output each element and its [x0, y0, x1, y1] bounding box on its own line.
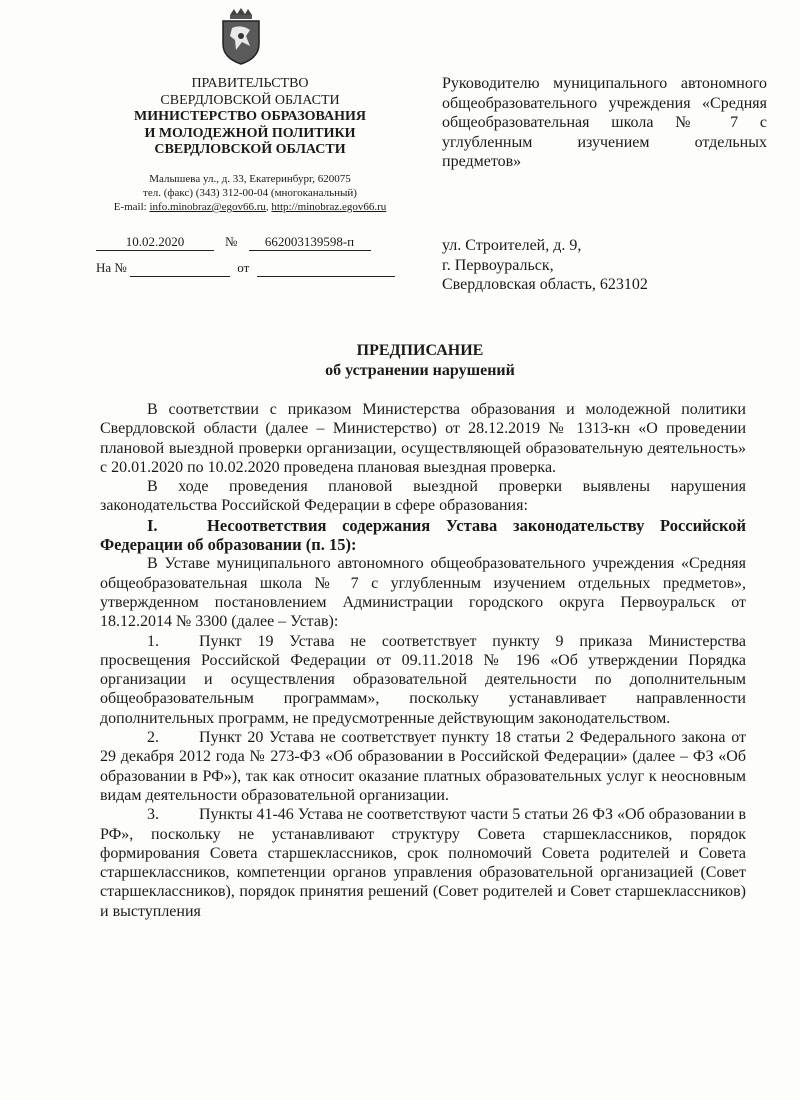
- item-text: Пункт 20 Устава не соответствует пункту 18 статьи 2 Федерального закона от 29 декабря 2012 года № 273-ФЗ «Об образовании в Российской Федерации» (далее – ФЗ «Об образовании в РФ»), так как относит оказание платных образовательных услуг к неосновным видам деятельности образовательной организации.: [100, 729, 746, 804]
- email-line: [95, 200, 405, 214]
- list-item: [100, 632, 746, 728]
- section-title: Несоответствия содержания Устава законодательству Российской Федерации об образовании (п. 15):: [100, 515, 746, 555]
- item-text: Пункты 41-46 Устава не соответствуют части 5 статьи 26 ФЗ «Об образовании в РФ», поскольку не устанавливают структуру Совета старшеклассников, порядок формирования Совета старшеклассников, срок полномочий Совета родителей и Совета старшеклассников, компетенции органов управления образовательной организацией (Совет старшеклассников), порядок принятия решений (Совет родителей и Совет старшеклассников) и выступления: [100, 806, 746, 920]
- gov-line-1: ПРАВИТЕЛЬСТВО: [191, 76, 309, 91]
- list-item: [100, 805, 746, 921]
- ministry-line-1: МИНИСТЕРСТВО ОБРАЗОВАНИЯ: [134, 109, 366, 124]
- postal-address: Малышева ул., д. 33, Екатеринбург, 620075: [149, 173, 351, 185]
- reply-label: На №: [96, 260, 127, 275]
- address-street: ул. Строителей, д. 9,: [442, 237, 582, 254]
- document-number: 662003139598-п: [249, 234, 371, 251]
- reply-number-blank: [130, 260, 230, 277]
- phone-line: тел. (факс) (343) 312-00-04 (многоканальный): [143, 187, 357, 199]
- document-body: [100, 400, 746, 921]
- document-date: 10.02.2020: [96, 234, 214, 251]
- paragraph-findings: В ходе проведения плановой выездной проверки выявлены нарушения законодательства Российской Федерации в сфере образования:: [100, 478, 746, 515]
- contact-block: [95, 172, 405, 214]
- email-link[interactable]: info.minobraz@egov66.ru: [149, 201, 266, 213]
- gov-line-2: СВЕРДЛОВСКОЙ ОБЛАСТИ: [160, 92, 340, 108]
- item-text: Пункт 19 Устава не соответствует пункту 9 приказа Министерства просвещения Российской Федерации от 09.11.2018 № 196 «Об утверждении Порядка организации и осуществления образовательной деятельности по дополнительным общеобразовательным программам», поскольку устанавливает направленности дополнительных программ, не предусмотренные действующим законодательством.: [100, 632, 746, 727]
- registration-line: [96, 234, 371, 251]
- item-number: 2.: [147, 729, 159, 747]
- reply-reference-line: [96, 260, 395, 277]
- from-label: от: [237, 260, 250, 275]
- document-title: ПРЕДПИСАНИЕ: [356, 342, 484, 359]
- email-label: E-mail:: [113, 201, 147, 213]
- ministry-line-3: СВЕРДЛОВСКОЙ ОБЛАСТИ: [154, 142, 346, 157]
- section-heading: [100, 516, 746, 555]
- address-city: г. Первоуральск,: [442, 256, 554, 274]
- item-number: 1.: [147, 632, 159, 650]
- coat-of-arms-icon: [218, 6, 264, 66]
- section-number: I.: [147, 515, 158, 535]
- item-number: 3.: [147, 806, 159, 824]
- website-link[interactable]: http://minobraz.egov66.ru: [271, 201, 387, 213]
- number-label: №: [225, 234, 238, 249]
- issuing-organization: [100, 76, 400, 159]
- document-subtitle: об устранении нарушений: [325, 362, 515, 379]
- list-item: [100, 728, 746, 805]
- addressee-block: Руководителю муниципального автономного общеобразовательного учреждения «Средняя общеобразовательная школа № 7 с углубленным изучением отдельных предметов»: [442, 75, 767, 170]
- ministry-line-2: И МОЛОДЕЖНОЙ ПОЛИТИКИ: [144, 125, 356, 141]
- address-region: Свердловская область, 623102: [442, 276, 648, 293]
- addressee-address: [442, 236, 767, 295]
- reply-date-blank: [257, 260, 395, 277]
- paragraph-charter: В Уставе муниципального автономного общеобразовательного учреждения «Средняя общеобразовательная школа № 7 с углубленным изучением отдельных предметов», утвержденном постановлением Администрации городского округа Первоуральск от 18.12.2014 № 3300 (далее – Устав):: [100, 555, 746, 631]
- paragraph-intro: В соответствии с приказом Министерства образования и молодежной политики Свердловской области (далее – Министерство) от 28.12.2019 № 1313-кн «О проведении плановой выездной проверки организации, осуществляющей образовательную деятельность» с 20.01.2020 по 10.02.2020 проведена плановая выездная проверка.: [100, 401, 746, 476]
- contact-separator: ,: [265, 201, 269, 213]
